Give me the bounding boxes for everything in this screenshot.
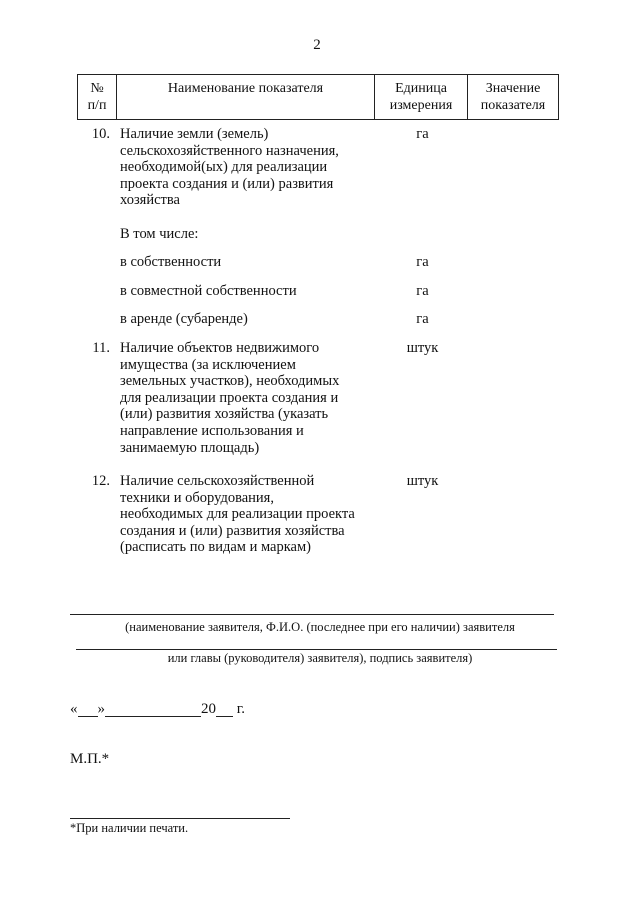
row-unit: штук (406, 473, 439, 489)
row-description: в собственности (120, 254, 222, 270)
year-blank (216, 702, 233, 717)
date-close-quote: » (97, 701, 105, 717)
row-description: Наличие земли (земель) сельскохозяйственного назначения, необходимой(ых) для реализации проекта создания и (или) развития хозяйства (120, 126, 339, 209)
month-blank (105, 702, 201, 717)
row-unit: га (416, 311, 429, 327)
row-description: в аренде (субаренде) (120, 311, 248, 327)
date-field (70, 701, 245, 718)
row-number: 11. (92, 340, 110, 356)
indicator-table-header (77, 74, 559, 120)
header-unit: Единица измерения (375, 75, 468, 120)
header-value: Значение показателя (468, 75, 559, 120)
applicant-name-caption: (наименование заявителя, Ф.И.О. (последнее при его наличии) заявителя (125, 620, 515, 634)
page-number: 2 (313, 37, 321, 53)
row-number: 10. (91, 126, 110, 142)
applicant-signature-line (76, 649, 557, 650)
header-number: № п/п (78, 75, 117, 120)
row-description: в совместной собственности (120, 283, 297, 299)
header-indicator-name: Наименование показателя (117, 75, 375, 120)
stamp-label: М.П.* (70, 751, 110, 767)
day-blank (78, 702, 98, 717)
row-unit: га (416, 254, 429, 270)
applicant-name-line (70, 614, 554, 615)
footnote-separator (70, 818, 290, 819)
date-open-quote: « (70, 701, 78, 717)
year-prefix: 20 (201, 701, 216, 717)
row-unit: га (416, 283, 429, 299)
year-suffix: г. (236, 701, 245, 717)
footnote: *При наличии печати. (70, 821, 189, 835)
row-unit: штук (406, 340, 439, 356)
applicant-signature-caption: или главы (руководителя) заявителя), подпись заявителя) (167, 651, 473, 665)
row-description: В том числе: (120, 226, 199, 242)
row-description: Наличие объектов недвижимого имущества (за исключением земельных участков), необходимых для реализации проекта создания и (или) развития хозяйства (указать направление использования и занимаемую площадь) (120, 340, 340, 456)
row-number: 12. (91, 473, 110, 489)
row-unit: га (416, 126, 429, 142)
row-description: Наличие сельскохозяйственной техники и оборудования, необходимых для реализации проекта создания и (или) развития хозяйства (расписать по видам и маркам) (120, 473, 355, 556)
